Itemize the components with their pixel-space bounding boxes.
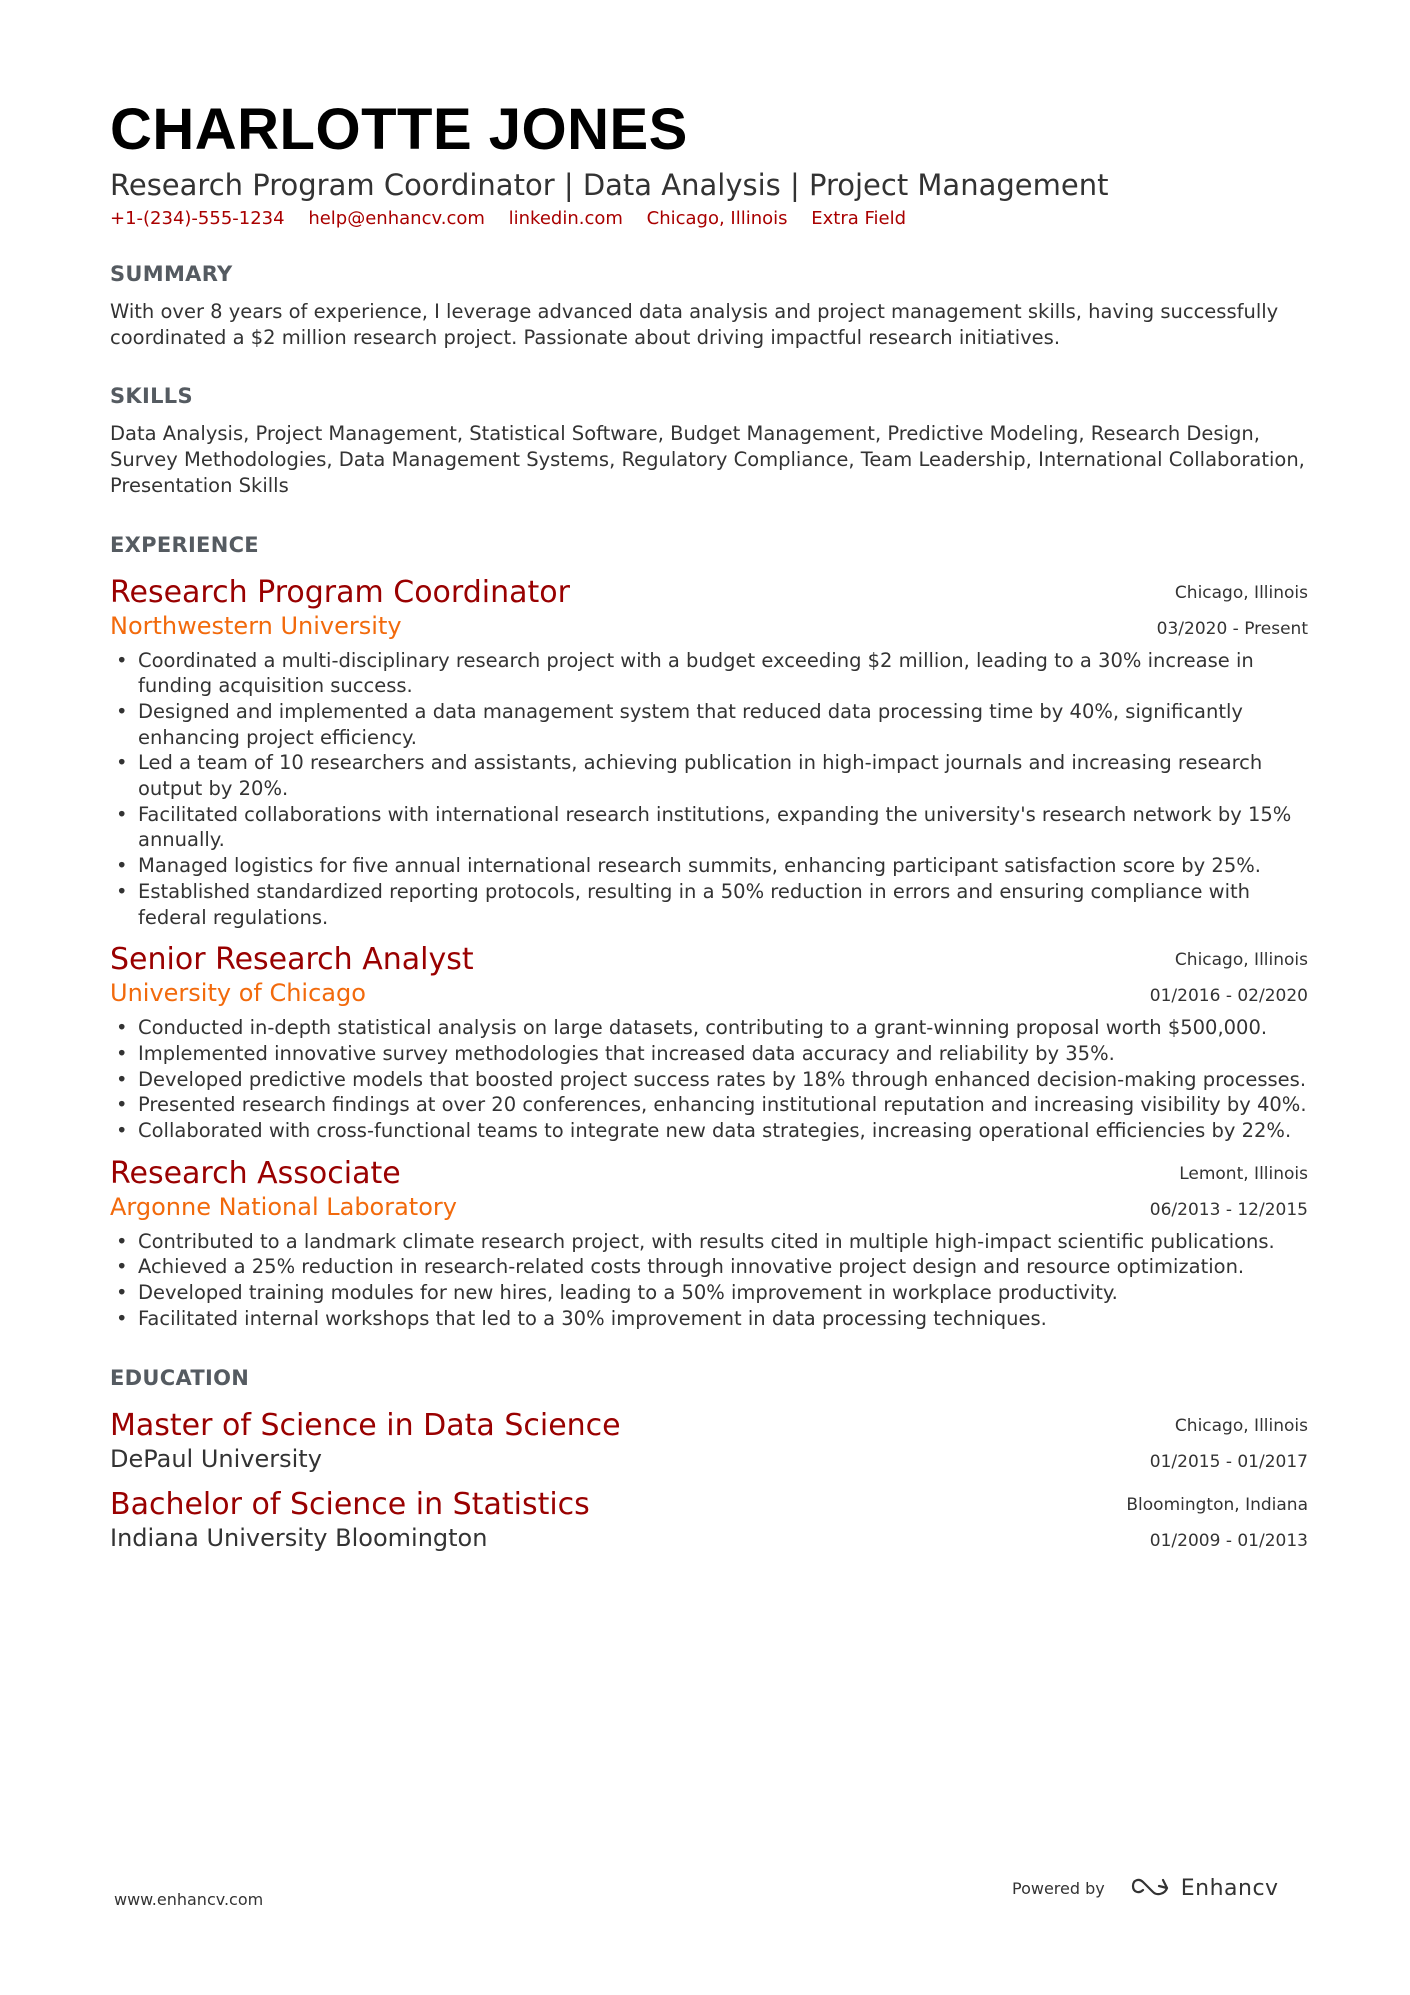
education-meta <box>1126 1487 1308 1559</box>
linkedin-link[interactable]: linkedin.com <box>508 208 623 229</box>
bullet-item: • Presented research findings at over 20 conferences, enhancing institutional reputation and increasing visibility by 40%. <box>110 1092 1308 1118</box>
bullet-item: • Achieved a 25% reduction in research-related costs through innovative project design and resource optimization. <box>110 1254 1308 1280</box>
job-location: Chicago, Illinois <box>1174 582 1308 603</box>
bullet-item: • Facilitated internal workshops that led to a 30% improvement in data processing techniques. <box>110 1306 1308 1332</box>
job-title: Research Program Coordinator <box>110 574 570 610</box>
company-name: Northwestern University <box>110 611 402 640</box>
degree-title: Bachelor of Science in Statistics <box>110 1486 590 1522</box>
education-meta <box>1150 1408 1308 1480</box>
bullet-item: • Developed training modules for new hires, leading to a 50% improvement in workplace productivity. <box>110 1280 1308 1306</box>
job-title: Senior Research Analyst <box>110 942 474 978</box>
bullet-item: • Coordinated a multi-disciplinary research project with a budget exceeding $2 million, leading to a 30% increase in funding acquisition success. <box>110 648 1308 699</box>
bullet-item: • Established standardized reporting protocols, resulting in a 50% reduction in errors and ensuring compliance with federal regulations. <box>110 879 1308 930</box>
bullet-list <box>110 1229 1308 1332</box>
bullet-item: • Led a team of 10 researchers and assistants, achieving publication in high-impact journals and increasing research output by 20%. <box>110 750 1308 801</box>
education-dates: 01/2015 - 01/2017 <box>1149 1451 1308 1472</box>
bullet-item: • Implemented innovative survey methodologies that increased data accuracy and reliability by 35%. <box>110 1041 1308 1067</box>
job-title: Research Associate <box>110 1155 401 1191</box>
enhancv-logo-icon <box>1129 1874 1173 1902</box>
school-name: Indiana University Bloomington <box>110 1523 488 1552</box>
job-meta <box>1150 942 1308 1014</box>
bullet-item: • Developed predictive models that boosted project success rates by 18% through enhanced decision-making processes. <box>110 1067 1308 1093</box>
phone-link[interactable]: +1-(234)-555-1234 <box>110 208 285 229</box>
footer-website-link[interactable]: www.enhancv.com <box>114 1890 264 1909</box>
bullet-list <box>110 648 1308 931</box>
powered-by-label: Powered by <box>1012 1878 1105 1898</box>
bullet-item: • Designed and implemented a data management system that reduced data processing time by 40%, significantly enhancing project efficiency. <box>110 699 1308 750</box>
job-meta <box>1150 1156 1308 1228</box>
job-dates: 06/2013 - 12/2015 <box>1149 1199 1308 1220</box>
resume-page <box>110 96 1308 1554</box>
section-title-skills: SKILLS <box>110 384 193 409</box>
bullet-item: • Conducted in-depth statistical analysis on large datasets, contributing to a grant-winning proposal worth $500,000. <box>110 1015 1308 1041</box>
contact-row <box>110 206 1308 232</box>
education-entry <box>110 1408 1308 1475</box>
bullet-item: • Collaborated with cross-functional teams to integrate new data strategies, increasing operational efficiencies by 22%. <box>110 1118 1308 1144</box>
job-location: Lemont, Illinois <box>1179 1163 1308 1184</box>
extra-field: Extra Field <box>811 208 907 229</box>
bullet-item: • Facilitated collaborations with international research institutions, expanding the university's research network by 15% annually. <box>110 802 1308 853</box>
company-name: Argonne National Laboratory <box>110 1192 457 1221</box>
education-dates: 01/2009 - 01/2013 <box>1149 1530 1308 1551</box>
footer-branding[interactable] <box>1012 1874 1279 1902</box>
education-location: Bloomington, Indiana <box>1126 1494 1308 1515</box>
education-entry <box>110 1487 1308 1554</box>
education-location: Chicago, Illinois <box>1174 1415 1308 1436</box>
skills-text: Data Analysis, Project Management, Statistical Software, Budget Management, Predictive Modeling, Research Design, Survey Methodologies, Data Management Systems, Regulatory Compliance, Team Leadership, International Collaboration, Presentation Skills <box>110 422 1305 497</box>
summary-text: With over 8 years of experience, I leverage advanced data analysis and project management skills, having successfully coordinated a $2 million research project. Passionate about driving impactful research initiatives. <box>110 300 1279 349</box>
bullet-item: • Managed logistics for five annual international research summits, enhancing participant satisfaction score by 25%. <box>110 853 1308 879</box>
brand-name: Enhancv <box>1180 1875 1279 1901</box>
company-name: University of Chicago <box>110 979 366 1008</box>
section-title-summary: SUMMARY <box>110 262 233 286</box>
bullet-list <box>110 1015 1308 1144</box>
degree-title: Master of Science in Data Science <box>110 1407 621 1443</box>
experience-entry <box>110 1156 1308 1332</box>
experience-entry <box>110 942 1308 1144</box>
section-title-experience: EXPERIENCE <box>110 532 259 557</box>
email-link[interactable]: help@enhancv.com <box>308 208 485 229</box>
experience-entry <box>110 575 1308 931</box>
section-title-education: EDUCATION <box>110 1365 250 1390</box>
location-text: Chicago, Illinois <box>646 208 788 229</box>
job-location: Chicago, Illinois <box>1174 950 1308 971</box>
candidate-name: CHARLOTTE JONES <box>110 97 688 162</box>
bullet-item: • Contributed to a landmark climate research project, with results cited in multiple high-impact scientific publications. <box>110 1229 1308 1255</box>
school-name: DePaul University <box>110 1444 322 1473</box>
job-dates: 01/2016 - 02/2020 <box>1149 986 1308 1007</box>
job-dates: 03/2020 - Present <box>1156 618 1308 639</box>
headline: Research Program Coordinator | Data Analysis | Project Management <box>110 168 1109 202</box>
job-meta <box>1157 575 1308 647</box>
